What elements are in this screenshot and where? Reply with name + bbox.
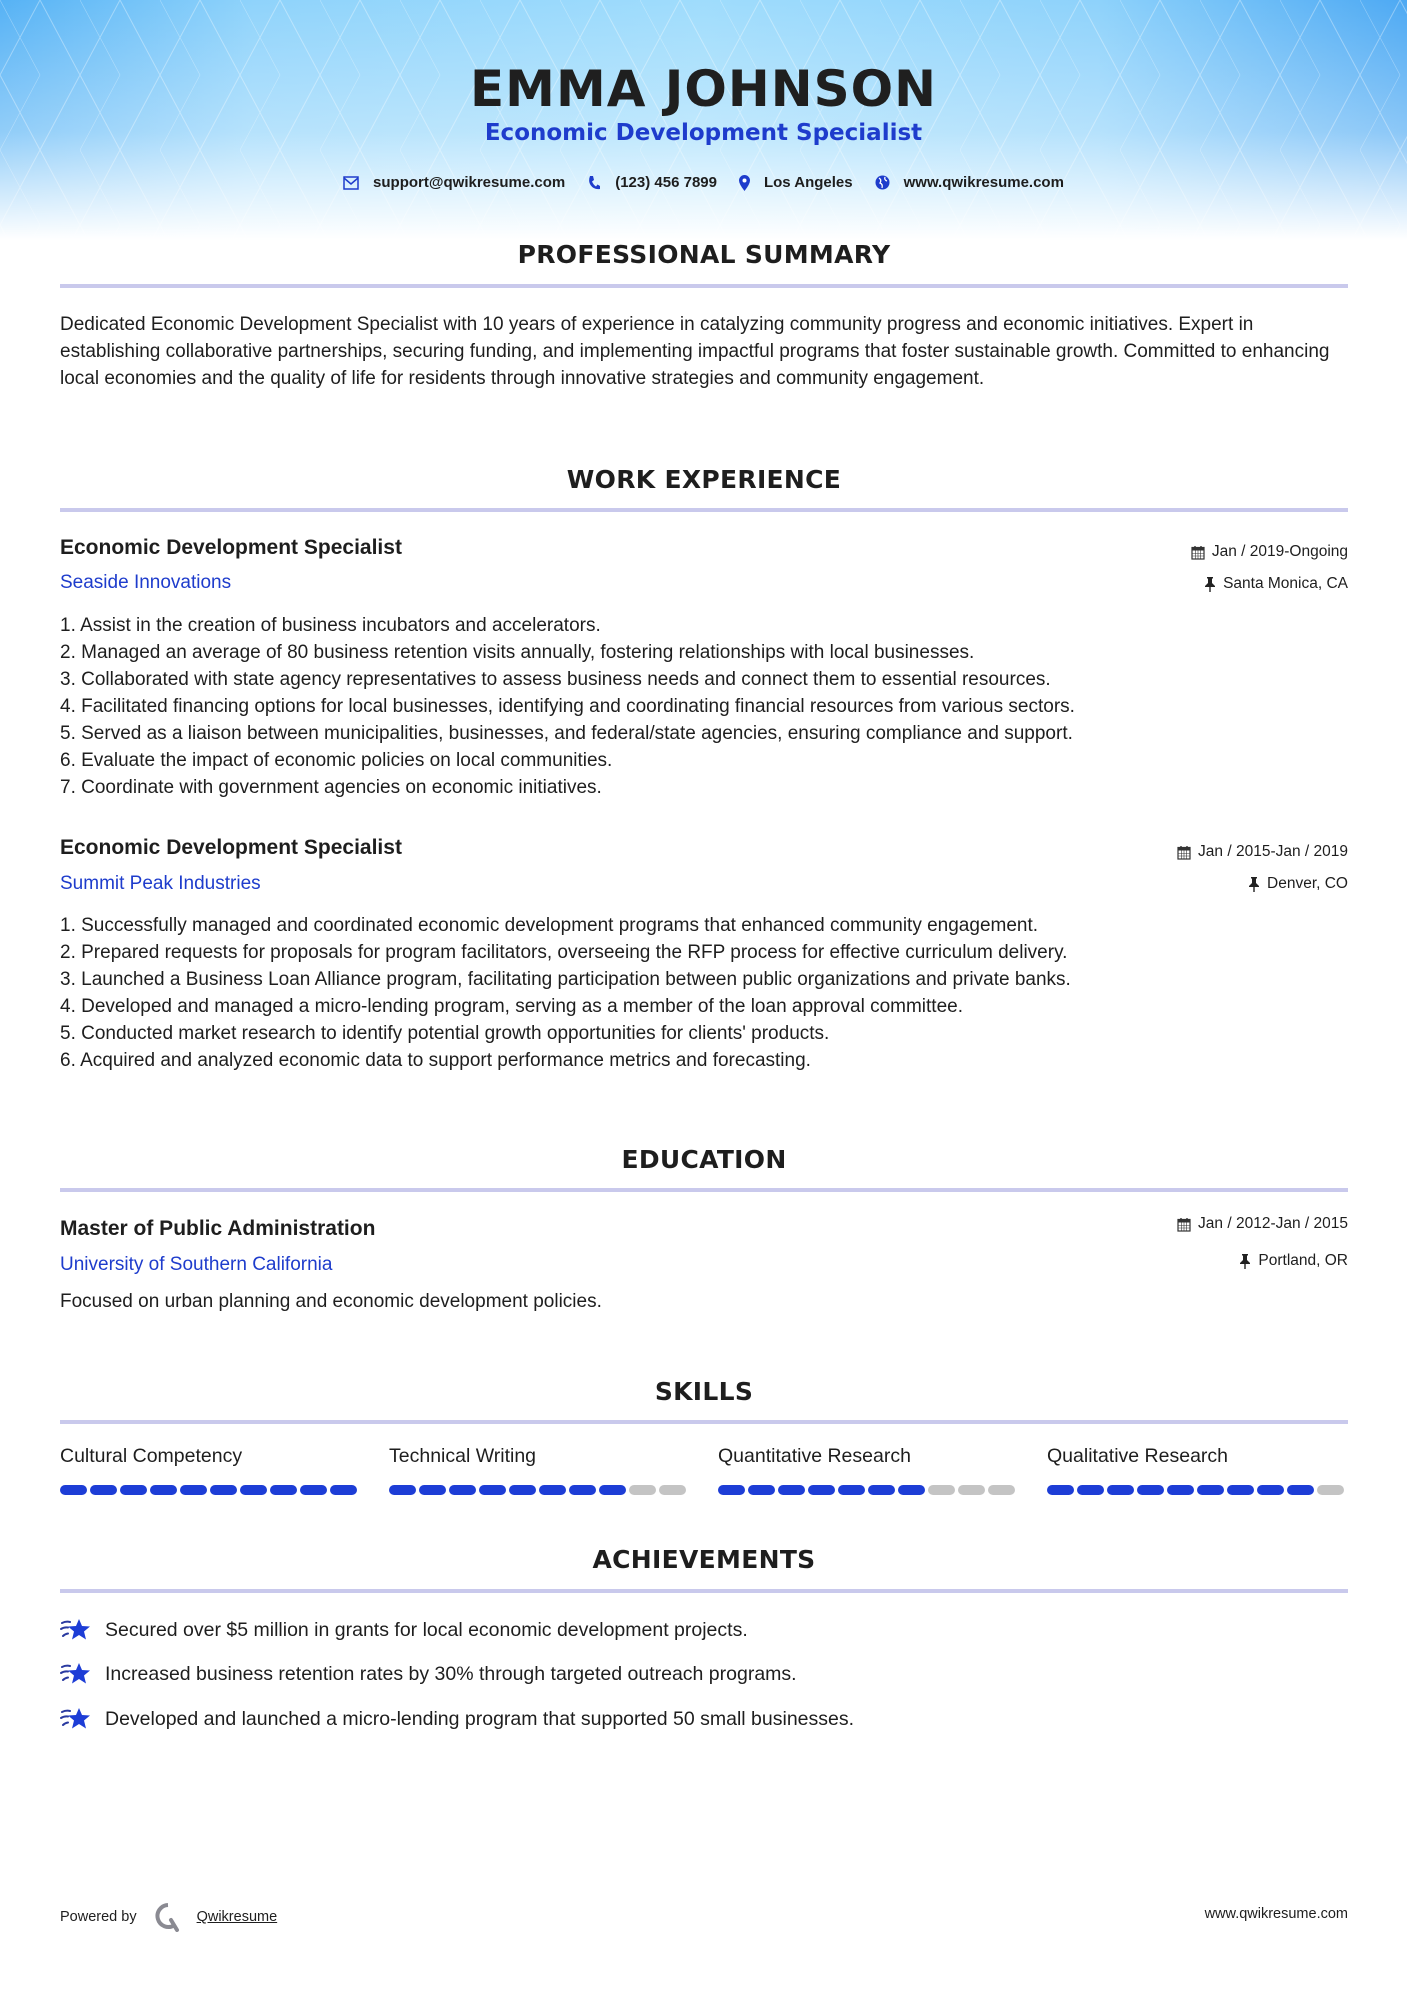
skill-segment-filled (210, 1485, 237, 1495)
skill-segment-filled (449, 1485, 476, 1495)
skill-segment-empty (928, 1485, 955, 1495)
contact-phone-text: (123) 456 7899 (615, 174, 717, 191)
bullet-item: 1. Assist in the creation of business incubators and accelerators. (60, 615, 601, 636)
skill-segment-filled (90, 1485, 117, 1495)
bullet-item: 3. Collaborated with state agency representatives to assess business needs and connect them to essential resources. (60, 669, 1051, 690)
skill-segment-filled (1227, 1485, 1254, 1495)
bullet-item: 6. Evaluate the impact of economic policies on local communities. (60, 750, 613, 771)
skill-rating-bar (389, 1485, 689, 1495)
skill-segment-filled (569, 1485, 596, 1495)
achievement-item (60, 1617, 748, 1643)
bullet-item: 7. Coordinate with government agencies on economic initiatives. (60, 777, 602, 798)
achievement-item (60, 1706, 854, 1732)
skill-segment-empty (958, 1485, 985, 1495)
degree-title: Master of Public Administration (60, 1217, 376, 1240)
skill-segment-filled (389, 1485, 416, 1495)
pushpin-icon (1204, 577, 1216, 592)
job-location (1248, 875, 1348, 893)
section-title-education: EDUCATION (621, 1145, 787, 1174)
skill-segment-filled (778, 1485, 805, 1495)
skill-segment-filled (599, 1485, 626, 1495)
footer-website[interactable]: www.qwikresume.com (1204, 1906, 1348, 1922)
skill-segment-filled (1107, 1485, 1134, 1495)
bullet-item: 2. Managed an average of 80 business retention visits annually, fostering relationships with local businesses. (60, 642, 975, 663)
skill-segment-filled (898, 1485, 925, 1495)
contact-location-text: Los Angeles (763, 174, 853, 191)
achievement-text: Secured over $5 million in grants for local economic development projects. (105, 1618, 748, 1641)
section-title-summary: PROFESSIONAL SUMMARY (517, 240, 891, 269)
job-title: Economic Development Specialist (60, 536, 402, 559)
job-bullets (60, 612, 1360, 801)
contact-email[interactable] (343, 174, 565, 191)
globe-icon (875, 175, 890, 190)
section-divider (60, 1188, 1348, 1192)
skill-segment-filled (150, 1485, 177, 1495)
section-divider (60, 1589, 1348, 1593)
achievement-text: Developed and launched a micro-lending program that supported 50 small businesses. (105, 1707, 855, 1730)
skill-segment-filled (300, 1485, 327, 1495)
resume-header (0, 0, 1407, 240)
job-location-text: Santa Monica, CA (1223, 575, 1348, 592)
section-divider (60, 284, 1348, 288)
shooting-star-icon (60, 1617, 94, 1643)
bullet-item: 4. Developed and managed a micro-lending program, serving as a member of the loan approval committee. (60, 996, 963, 1017)
skill-segment-filled (270, 1485, 297, 1495)
bullet-item: 5. Served as a liaison between municipalities, businesses, and federal/state agencies, ensuring compliance and support. (60, 723, 1073, 744)
contact-email-text: support@qwikresume.com (373, 174, 566, 191)
job-dates (1191, 543, 1348, 561)
skill-segment-filled (1287, 1485, 1314, 1495)
calendar-icon (1177, 845, 1191, 860)
skill-segment-filled (1077, 1485, 1104, 1495)
skill-segment-filled (838, 1485, 865, 1495)
job-dates-text: Jan / 2015-Jan / 2019 (1198, 843, 1348, 860)
summary-text: Dedicated Economic Development Specialist with 10 years of experience in catalyzing community progress and economic initiatives. Expert in establishing collaborative partnerships, securing funding, and implementing impactful programs that foster sustainable growth. Committed to enhancing local economies and the quality of life for residents through innovative strategies and community engagement. (60, 314, 1330, 389)
skill-name: Quantitative Research (718, 1445, 911, 1467)
skill-segment-filled (1167, 1485, 1194, 1495)
job-title: Economic Development Specialist (60, 836, 402, 859)
map-marker-icon (739, 175, 750, 191)
calendar-icon (1177, 1217, 1191, 1232)
bullet-item: 3. Launched a Business Loan Alliance program, facilitating participation between public organizations and private banks. (60, 969, 1071, 990)
skill-item (1047, 1445, 1347, 1495)
skill-segment-filled (180, 1485, 207, 1495)
powered-by-label: Powered by (60, 1909, 137, 1925)
bullet-item: 4. Facilitated financing options for local businesses, identifying and coordinating financial resources from various sectors. (60, 696, 1075, 717)
section-title-experience: WORK EXPERIENCE (566, 465, 842, 494)
envelope-icon (343, 176, 359, 190)
skill-segment-filled (808, 1485, 835, 1495)
skill-segment-filled (120, 1485, 147, 1495)
shooting-star-icon (60, 1661, 94, 1687)
skill-item (60, 1445, 360, 1495)
skill-name: Cultural Competency (60, 1445, 243, 1467)
skill-segment-empty (659, 1485, 686, 1495)
skill-segment-filled (419, 1485, 446, 1495)
education-location (1239, 1252, 1348, 1270)
skill-segment-filled (1257, 1485, 1284, 1495)
qwikresume-link[interactable]: Qwikresume (196, 1909, 278, 1925)
school-name: University of Southern California (60, 1254, 333, 1275)
job-bullets (60, 912, 1360, 1074)
job-location (1204, 575, 1348, 593)
section-title-achievements: ACHIEVEMENTS (592, 1545, 816, 1574)
job-dates (1177, 843, 1348, 861)
calendar-icon (1191, 545, 1205, 560)
section-divider (60, 508, 1348, 512)
candidate-name: EMMA JOHNSON (470, 60, 937, 118)
skill-segment-empty (1317, 1485, 1344, 1495)
company-name: Summit Peak Industries (60, 873, 261, 894)
bullet-item: 2. Prepared requests for proposals for program facilitators, overseeing the RFP process for effective curriculum delivery. (60, 942, 1068, 963)
education-location-text: Portland, OR (1258, 1252, 1348, 1269)
contact-location (739, 174, 853, 191)
skill-item (389, 1445, 689, 1495)
skill-name: Technical Writing (389, 1445, 537, 1467)
pushpin-icon (1248, 877, 1260, 892)
contact-website-text: www.qwikresume.com (903, 174, 1064, 191)
skill-name: Qualitative Research (1047, 1445, 1229, 1467)
education-dates (1177, 1215, 1348, 1233)
achievement-text: Increased business retention rates by 30% through targeted outreach programs. (105, 1662, 797, 1685)
skill-segment-filled (509, 1485, 536, 1495)
achievement-item (60, 1661, 797, 1687)
skill-segment-filled (1197, 1485, 1224, 1495)
education-dates-text: Jan / 2012-Jan / 2015 (1198, 1215, 1348, 1232)
footer-powered-by (60, 1902, 277, 1932)
education-description: Focused on urban planning and economic development policies. (60, 1291, 602, 1312)
skill-rating-bar (718, 1485, 1018, 1495)
skill-rating-bar (1047, 1485, 1347, 1495)
job-location-text: Denver, CO (1267, 875, 1348, 892)
skill-segment-filled (330, 1485, 357, 1495)
bullet-item: 1. Successfully managed and coordinated economic development programs that enhanced community engagement. (60, 915, 1039, 936)
contact-bar (0, 174, 1407, 191)
candidate-title: Economic Development Specialist (484, 120, 923, 146)
skills-grid (60, 1445, 1350, 1495)
bullet-item: 6. Acquired and analyzed economic data to support performance metrics and forecasting. (60, 1050, 811, 1071)
skill-segment-filled (240, 1485, 267, 1495)
bullet-item: 5. Conducted market research to identify potential growth opportunities for clients' products. (60, 1023, 830, 1044)
skill-segment-filled (60, 1485, 87, 1495)
company-name: Seaside Innovations (60, 572, 232, 593)
contact-phone[interactable] (587, 174, 717, 191)
qwikresume-logo-icon (153, 1902, 183, 1932)
skill-segment-filled (868, 1485, 895, 1495)
skill-segment-filled (479, 1485, 506, 1495)
pushpin-icon (1239, 1254, 1251, 1269)
section-divider (60, 1420, 1348, 1424)
skill-segment-filled (718, 1485, 745, 1495)
job-dates-text: Jan / 2019-Ongoing (1211, 543, 1348, 560)
skill-rating-bar (60, 1485, 360, 1495)
shooting-star-icon (60, 1706, 94, 1732)
skill-segment-filled (748, 1485, 775, 1495)
skill-segment-empty (988, 1485, 1015, 1495)
skill-segment-filled (1047, 1485, 1074, 1495)
skill-segment-empty (629, 1485, 656, 1495)
skill-segment-filled (1137, 1485, 1164, 1495)
skill-item (718, 1445, 1018, 1495)
phone-icon (587, 175, 601, 191)
skill-segment-filled (539, 1485, 566, 1495)
contact-website[interactable] (875, 174, 1064, 191)
section-title-skills: SKILLS (654, 1377, 754, 1406)
